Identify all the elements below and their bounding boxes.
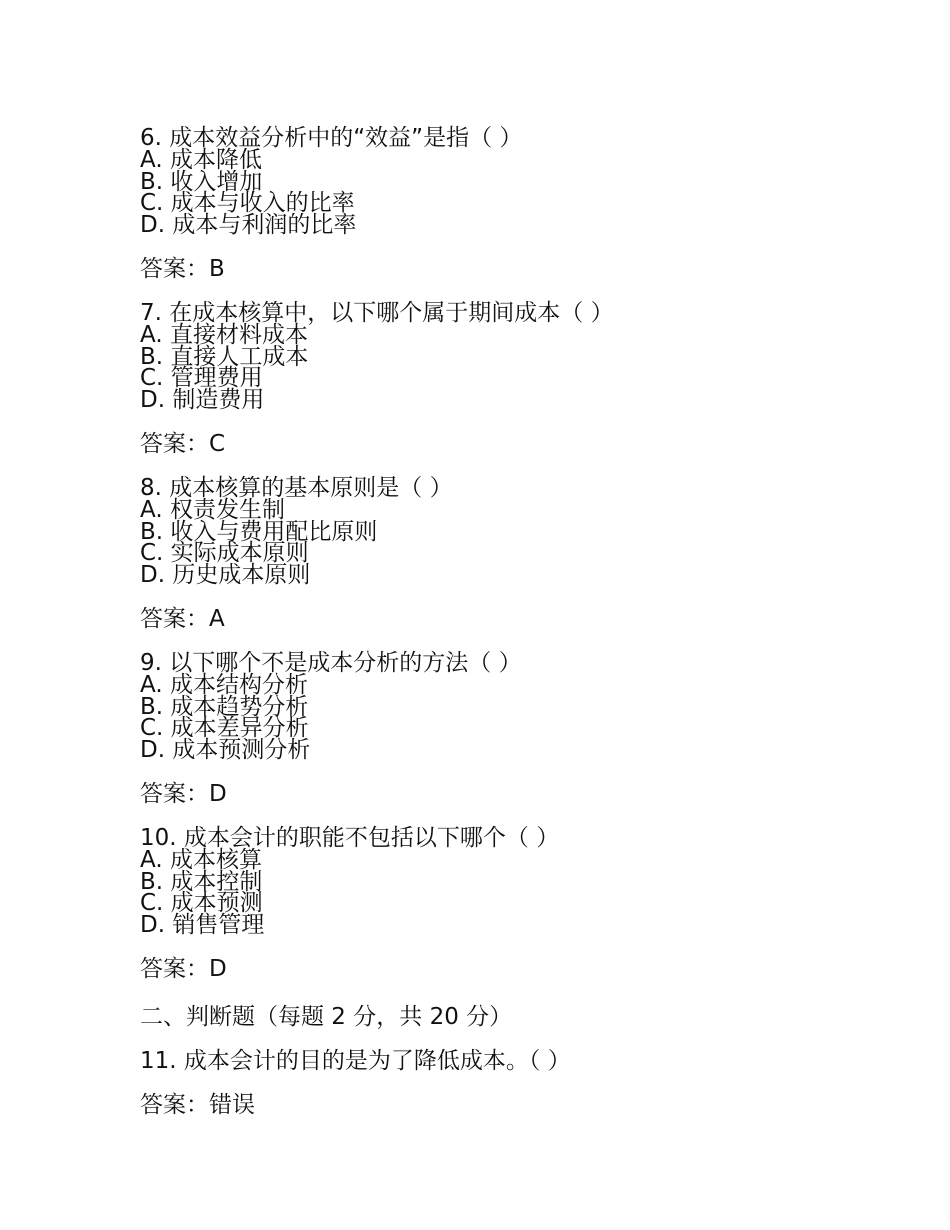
option-c: C. 成本预测	[140, 890, 263, 917]
answer-text: 答案：C	[140, 430, 226, 457]
answer-text: 答案：D	[140, 955, 227, 982]
answer-text: 答案：B	[140, 255, 225, 282]
question-title: 9. 以下哪个不是成本分析的方法（ ）	[140, 649, 522, 676]
option-c: C. 实际成本原则	[140, 540, 309, 567]
document-content	[140, 125, 900, 1119]
answer-text: 答案：D	[140, 780, 227, 807]
option-c: C. 成本差异分析	[140, 715, 309, 742]
question-9	[140, 649, 900, 808]
option-b: B. 直接人工成本	[140, 343, 309, 370]
option-a: A. 直接材料成本	[140, 321, 308, 348]
question-8	[140, 474, 900, 633]
section-heading: 二、判断题（每题 2 分，共 20 分）	[140, 1003, 513, 1030]
option-c: C. 管理费用	[140, 365, 263, 392]
option-a: A. 成本核算	[140, 846, 262, 873]
question-title: 6. 成本效益分析中的“效益”是指（ ）	[140, 125, 523, 151]
option-d: D. 成本与利润的比率	[140, 212, 357, 239]
question-6	[140, 125, 900, 283]
option-d: D. 制造费用	[140, 387, 265, 414]
option-b: B. 成本控制	[140, 868, 263, 895]
option-b: B. 成本趋势分析	[140, 693, 309, 720]
question-title: 11. 成本会计的目的是为了降低成本。（ ）	[140, 1047, 571, 1074]
option-b: B. 收入与费用配比原则	[140, 518, 378, 545]
question-title: 8. 成本核算的基本原则是（ ）	[140, 474, 453, 501]
answer-text: 答案：错误	[140, 1091, 255, 1118]
option-a: A. 成本降低	[140, 146, 262, 173]
option-d: D. 销售管理	[140, 912, 265, 939]
option-d: D. 历史成本原则	[140, 562, 311, 589]
option-d: D. 成本预测分析	[140, 737, 311, 764]
option-a: A. 成本结构分析	[140, 671, 308, 698]
question-10	[140, 824, 900, 983]
option-c: C. 成本与收入的比率	[140, 190, 355, 217]
option-a: A. 权责发生制	[140, 496, 285, 523]
answer-text: 答案：A	[140, 605, 225, 632]
option-b: B. 收入增加	[140, 168, 263, 195]
question-title: 7. 在成本核算中，以下哪个属于期间成本（ ）	[140, 299, 614, 326]
question-title: 10. 成本会计的职能不包括以下哪个（ ）	[140, 824, 560, 851]
question-11	[140, 1047, 900, 1119]
question-7	[140, 299, 900, 458]
